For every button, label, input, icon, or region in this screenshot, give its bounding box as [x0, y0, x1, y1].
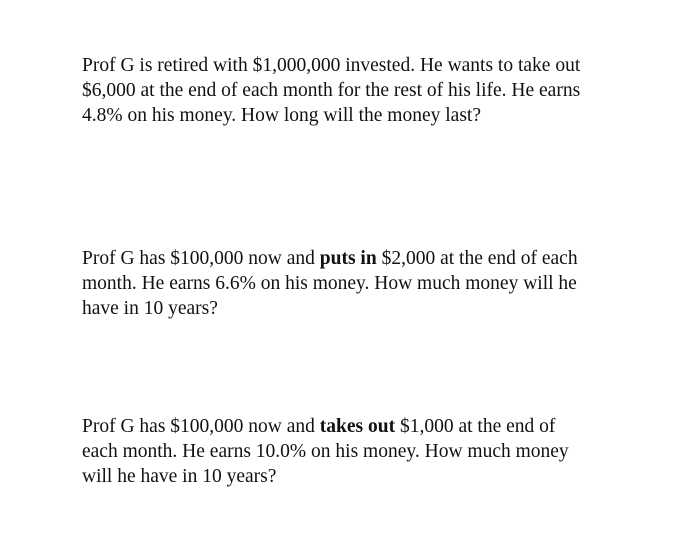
question-3-emphasis: takes out — [319, 416, 396, 437]
question-2-line-2: month. He earns 6.6% on his money. How much money will he — [82, 273, 577, 294]
question-1 — [82, 53, 622, 128]
question-3-line-2: each month. He earns 10.0% on his money. How much money — [82, 441, 569, 462]
question-1-line-3: 4.8% on his money. How long will the money last? — [82, 105, 481, 126]
question-3 — [82, 414, 622, 489]
question-2-line-3: have in 10 years? — [82, 298, 218, 319]
question-1-line-1: Prof G is retired with $1,000,000 invested. He wants to take out — [82, 55, 581, 76]
question-2-line-1-start: Prof G has $100,000 now and — [82, 248, 320, 269]
question-3-line-1-start: Prof G has $100,000 now and — [82, 416, 320, 437]
question-1-line-2: $6,000 at the end of each month for the rest of his life. He earns — [82, 80, 581, 101]
question-3-line-1-end: $1,000 at the end of — [395, 416, 556, 437]
question-2 — [82, 246, 622, 321]
question-3-line-3: will he have in 10 years? — [82, 466, 277, 487]
question-2-line-1-end: $2,000 at the end of each — [376, 248, 578, 269]
question-2-emphasis: puts in — [319, 248, 377, 269]
